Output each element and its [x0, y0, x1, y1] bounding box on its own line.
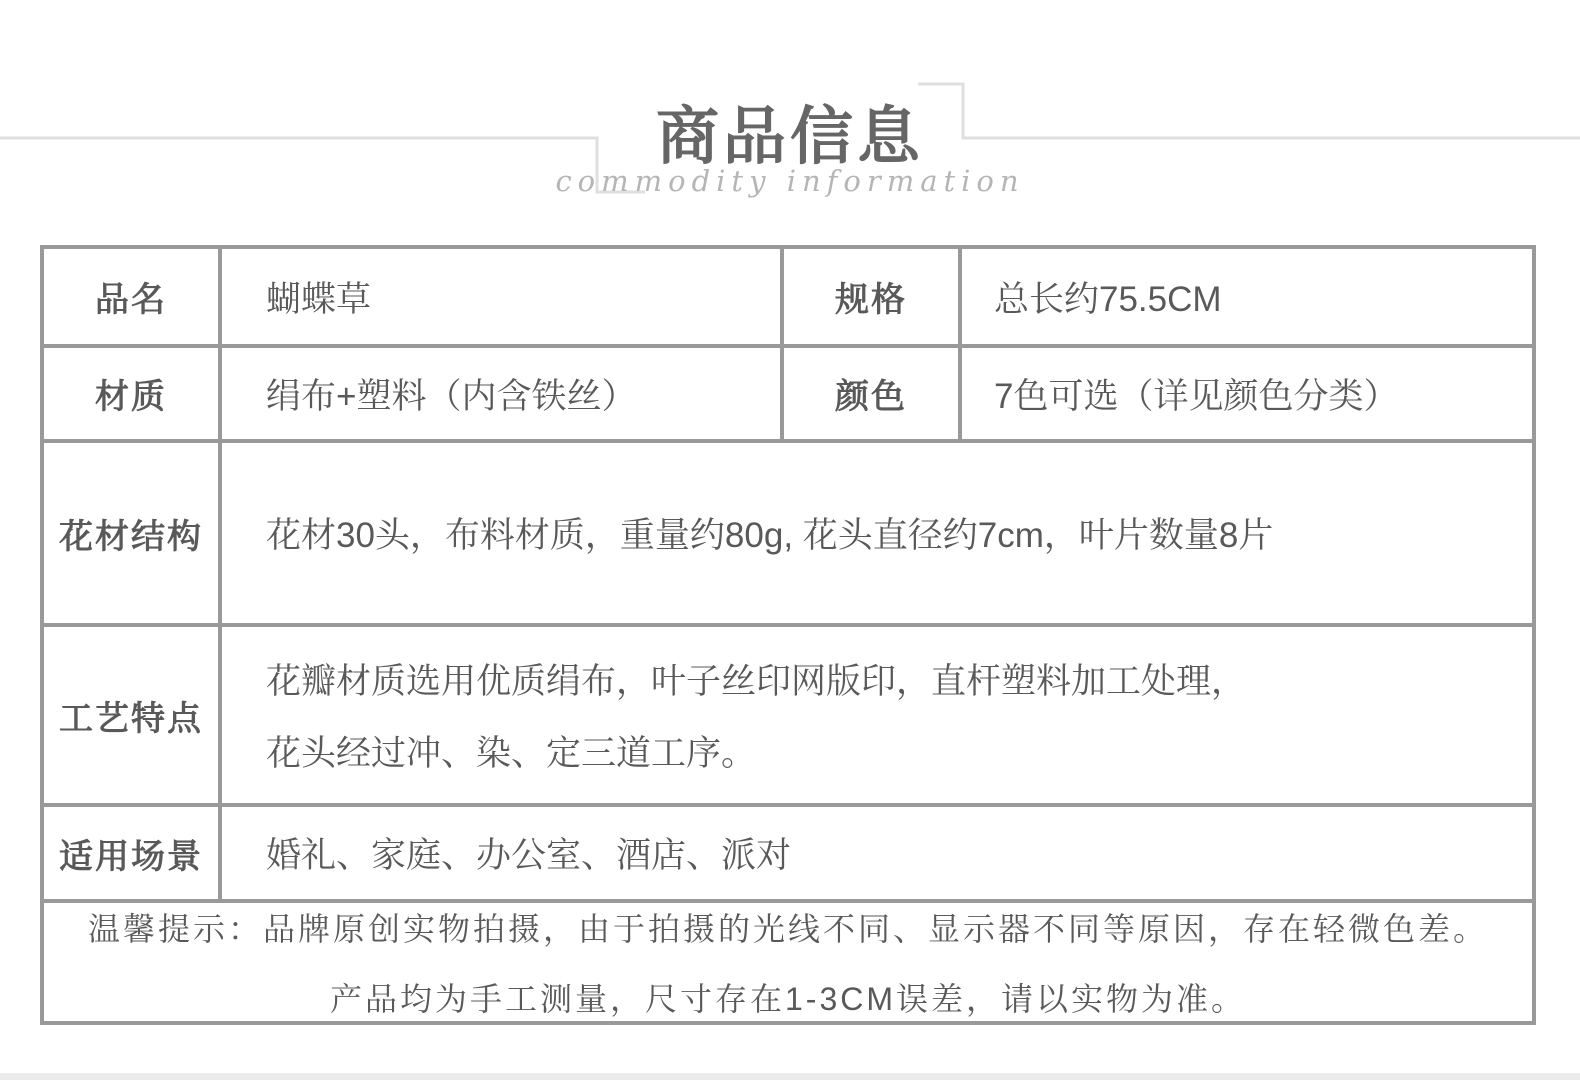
row4-label-craft: 工艺特点	[44, 627, 222, 807]
row5-label-scene: 适用场景	[44, 807, 222, 903]
row2-value-material: 绢布+塑料（内含铁丝）	[222, 348, 784, 443]
notice-line1: 温馨提示：品牌原创实物拍摄，由于拍摄的光线不同、显示器不同等原因，存在轻微色差。	[87, 911, 1488, 947]
row2-value-color: 7色可选（详见颜色分类）	[962, 348, 1536, 443]
notice-line2: 产品均为手工测量，尺寸存在1-3CM误差，请以实物为准。	[329, 981, 1247, 1017]
row1-label-name: 品名	[44, 249, 222, 348]
row1-value-name: 蝴蝶草	[222, 249, 784, 348]
product-info-table	[40, 245, 1536, 1025]
row4-value-craft-line2: 花头经过冲、染、定三道工序。	[266, 734, 757, 773]
row3-label-structure: 花材结构	[44, 443, 222, 627]
row4-value-craft	[222, 627, 1536, 807]
row2-label-material: 材质	[44, 348, 222, 443]
row5-value-scene: 婚礼、家庭、办公室、酒店、派对	[222, 807, 1536, 903]
page-title: 商品信息	[656, 102, 924, 172]
bottom-divider	[0, 1073, 1580, 1080]
row4-value-craft-line1: 花瓣材质选用优质绢布，叶子丝印网版印，直杆塑料加工处理，	[266, 662, 1247, 701]
row1-label-spec: 规格	[784, 249, 962, 348]
header	[0, 0, 1580, 245]
row2-label-color: 颜色	[784, 348, 962, 443]
row3-value-structure: 花材30头，布料材质，重量约80g, 花头直径约7cm，叶片数量8片	[222, 443, 1536, 627]
row1-value-spec: 总长约75.5CM	[962, 249, 1536, 348]
page-subtitle: commodity information	[555, 164, 1025, 198]
notice-row	[44, 903, 1536, 1025]
